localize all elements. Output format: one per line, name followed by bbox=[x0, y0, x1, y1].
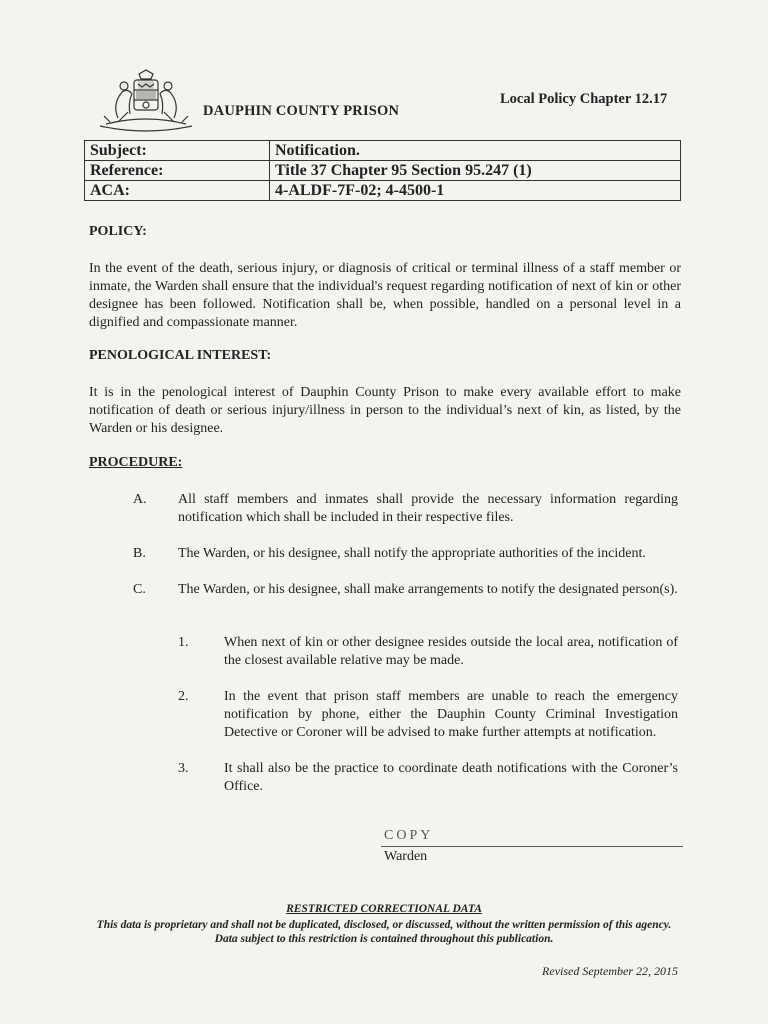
item-marker: B. bbox=[133, 546, 146, 561]
subject-label: Subject: bbox=[85, 141, 270, 161]
penological-heading: PENOLOGICAL INTEREST: bbox=[89, 348, 272, 363]
list-item: When next of kin or other designee resides outside the local area, notification of the closest available relative may be made. bbox=[224, 635, 678, 668]
restricted-title: RESTRICTED CORRECTIONAL DATA bbox=[286, 903, 482, 915]
restricted-notice: This data is proprietary and shall not be duplicated, disclosed, or discussed, without the written permission of this agency. Data subject to this restriction is contained throughout this publication. bbox=[96, 919, 672, 945]
signature-line bbox=[381, 846, 683, 847]
subitem-marker: 2. bbox=[178, 689, 189, 704]
revised-date: Revised September 22, 2015 bbox=[542, 964, 678, 978]
list-item: All staff members and inmates shall provide the necessary information regarding notification which shall be included in their respective files. bbox=[178, 492, 678, 525]
policy-info-table bbox=[84, 140, 681, 201]
policy-chapter: Local Policy Chapter 12.17 bbox=[500, 91, 668, 107]
item-marker: C. bbox=[133, 582, 146, 597]
copy-stamp: COPY bbox=[384, 828, 434, 843]
policy-heading: POLICY: bbox=[89, 224, 147, 239]
reference-label: Reference: bbox=[85, 161, 270, 181]
procedure-heading: PROCEDURE: bbox=[89, 455, 183, 470]
list-item: The Warden, or his designee, shall notify the appropriate authorities of the incident. bbox=[178, 546, 646, 561]
table-row bbox=[85, 181, 681, 201]
aca-value: 4-ALDF-7F-02; 4-4500-1 bbox=[270, 181, 681, 201]
table-row bbox=[85, 141, 681, 161]
penological-text: It is in the penological interest of Dauphin County Prison to make every available effort to make notification of death or serious injury/illness in person to the individual’s next of kin, as listed, by the Warden or his designee. bbox=[89, 385, 681, 436]
list-item: In the event that prison staff members are unable to reach the emergency notification by phone, either the Dauphin County Criminal Investigation Detective or Coroner will be advised to make further attempts at notification. bbox=[224, 689, 678, 740]
reference-value: Title 37 Chapter 95 Section 95.247 (1) bbox=[270, 161, 681, 181]
signer-title: Warden bbox=[384, 849, 428, 864]
table-row bbox=[85, 161, 681, 181]
subitem-marker: 3. bbox=[178, 761, 189, 776]
organization-name: DAUPHIN COUNTY PRISON bbox=[203, 103, 400, 119]
item-marker: A. bbox=[133, 492, 147, 507]
policy-text: In the event of the death, serious injury, or diagnosis of critical or terminal illness of a staff member or inmate, the Warden shall ensure that the individual's request regarding notification of next of kin or other designee has been followed. Notification shall be, when possible, handled on a personal level in a dignified and compassionate manner. bbox=[89, 261, 681, 330]
list-item: It shall also be the practice to coordinate death notifications with the Coroner’s Office. bbox=[224, 761, 678, 794]
county-seal-icon bbox=[92, 68, 200, 132]
subitem-marker: 1. bbox=[178, 635, 189, 650]
list-item: The Warden, or his designee, shall make arrangements to notify the designated person(s). bbox=[178, 582, 678, 597]
aca-label: ACA: bbox=[85, 181, 270, 201]
subject-value: Notification. bbox=[270, 141, 681, 161]
